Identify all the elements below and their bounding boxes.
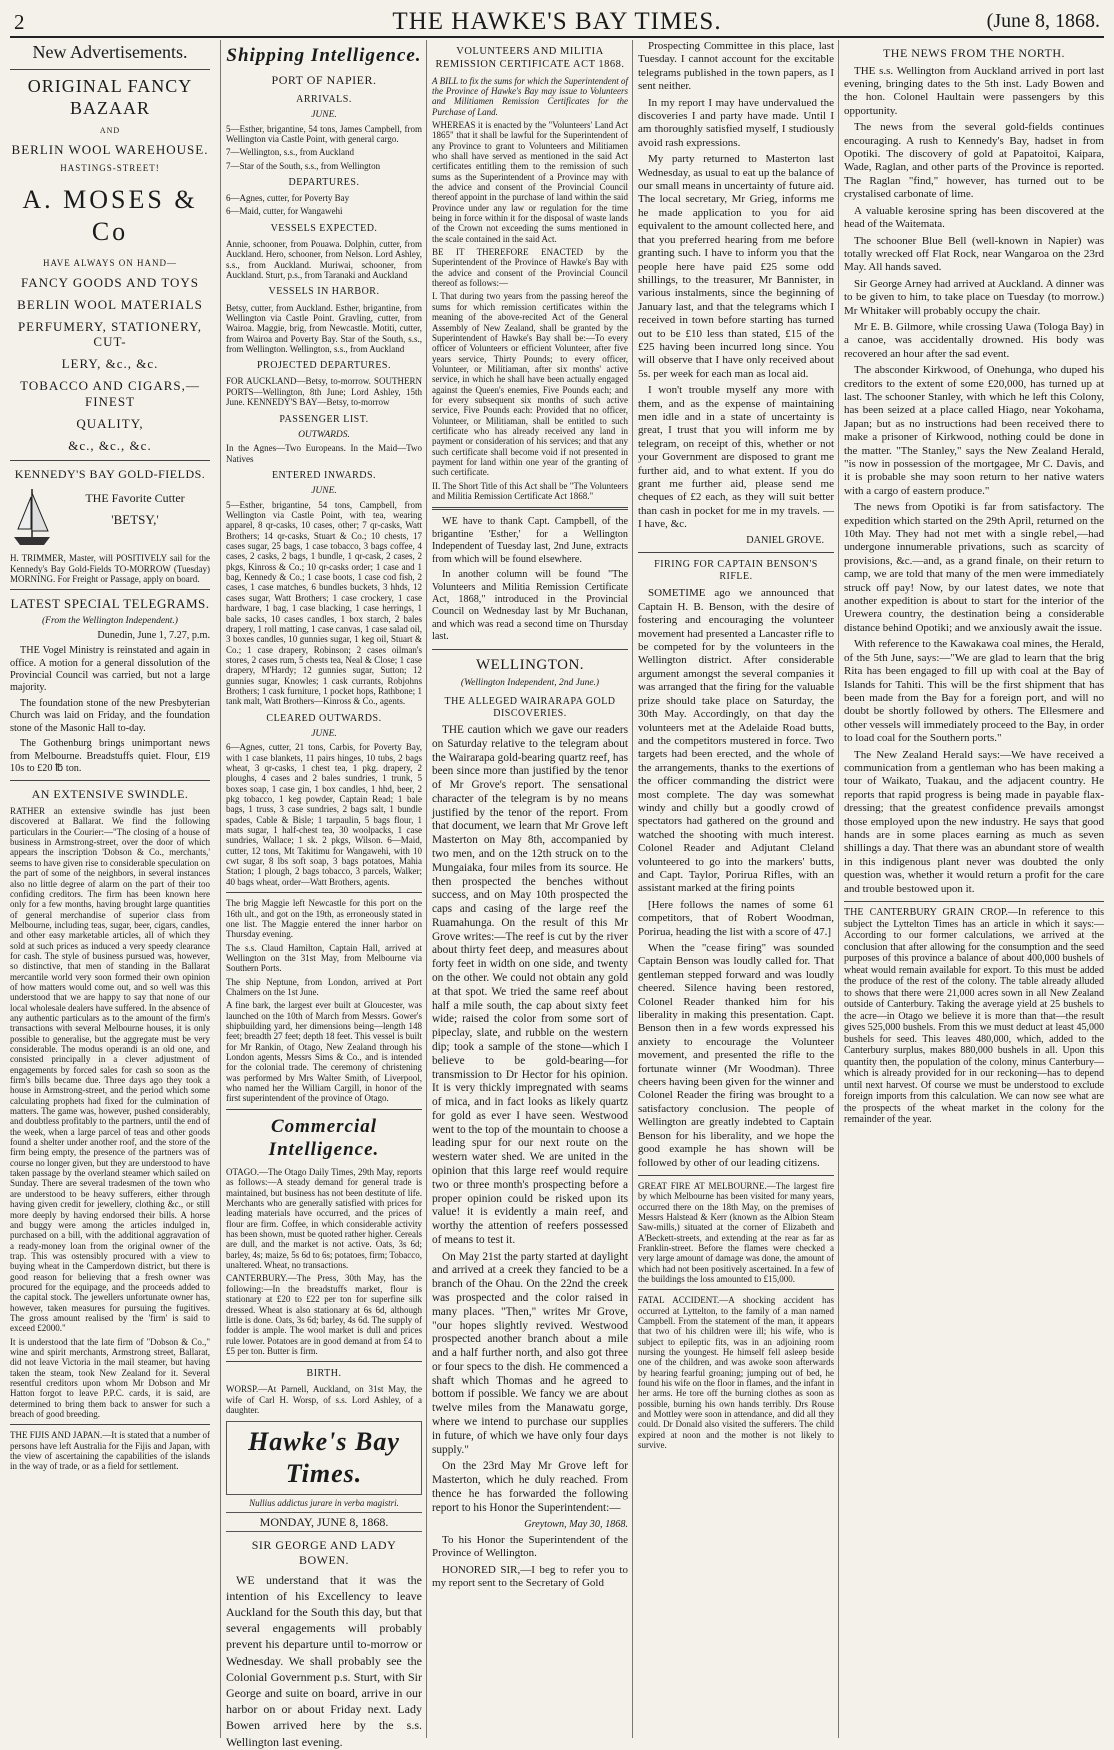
wellington-source: (Wellington Independent, 2nd June.) — [460, 678, 600, 689]
north-paragraph: Sir George Arney had arrived at Auckland. A dinner was to be given to him, to take place on Tuesday (to morrow.) Mr Whitaker will probably occupy the chair. — [844, 277, 1104, 317]
telegrams-dateline: Dunedin, June 1, 7.27, p.m. — [97, 629, 210, 641]
ad-line: QUALITY, — [76, 415, 144, 431]
paper-nameplate: Hawke's Bay Times. — [226, 1421, 422, 1494]
north-paragraph: The absconder Kirkwood, of Onehunga, who duped his creditors to the extent of some £20,000, has turned up at last. The schooner Stanley, with which he left this Colony, has been seized at a place called Hiago, near Yokohama, Japan; but as no instructions had been received there to make a prisoner of Kirkwood, nothing could be done in the matter. "The Stanley," says the New Zealand Herald, "is now in possession of the mortgagee, Mr C. Davis, and it is probable she may soon return to her native waters with a cargo of eastern produce." — [844, 364, 1104, 497]
divider — [638, 1289, 834, 1290]
bowen-paragraph: WE understand that it was the intention of his Excellency to leave Auckland for the South this day, but that several engagements will probably prevent his departure until to-morrow or Wednesday. We shall probably see the Colonial Government p.s. Sturt, with Sir George and suite on board, arrive in our harbor on or about Friday next. Lady Bowen arrived here by the s.s. Wellington last evening. — [226, 1572, 422, 1749]
ad-line: ORIGINAL FANCY BAZAAR — [27, 75, 193, 118]
north-paragraph: With reference to the Kawakawa coal mines, the Herald, of the 5th June, says:—"We are glad to learn that the brig Rita has been engaged to fill up with coal at the Bay of Islands for Tahiti. This will be the first shipment that has been made from the Bay for a foreign port, and will no doubt be shortly followed by others. The Ellesmere and other vessels will immediately proceed to the Bay, in order to load coal for the Southern ports." — [844, 638, 1104, 745]
newspaper-title: THE HAWKE'S BAY TIMES. — [392, 8, 722, 35]
ad-line: HASTINGS-STREET! — [60, 163, 160, 174]
north-paragraph: Mr E. B. Gilmore, while crossing Uawa (Tologa Bay) in a canoe, was accidentally drowned. His body was recovered an hour after the sad event. — [844, 320, 1104, 360]
act-paragraph: I. That during two years from the passing hereof the sums for which remission certificates within the meaning of the above-recited Act of the General Assembly of New Zealand, shall be granted by the Superintendent of Hawke's Bay shall be:—To every officer of Volunteers or efficient Volunteer, after five years service, Thirty Pounds; to every officer, Volunteer, or Militiaman, after six months' active service, in which he shall have been actually engaged against the Queen's enemies, Five Pounds each; and for every subsequent six months of such active service, Five Pounds each: Provided that no officer, Volunteer, or Militiaman, shall be entitled to such certificate who has already received any land in payment or consideration of his services; and that any such certificate shall become void if not presented in payment for land within one year of the granting of such certificate. — [432, 291, 628, 478]
expected-entries: Annie, schooner, from Pouawa. Dolphin, cutter, from Auckland. Hero, schooner, from Nelson. Lord Ashley, s.s., from Auckland. Muriwai, schooner, from Auckland. Sturt, p.s., from Taranaki and Auckland — [226, 239, 422, 281]
column-5 — [838, 40, 1109, 1738]
telegram-paragraph: The Gothenburg brings unimportant news from Melbourne. Breadstuffs quiet. Flour, £19 10s to £20 ℔ ton. — [10, 738, 210, 775]
wellington-paragraph: On May 21st the party started at daylight and arrived at a creek they fancied to be a branch of the Ohau. On the 22nd the creek was prospected and the color raised in many places. "Then," writes Mr Grove, "our hopes slightly revived. Westwood prospected another branch about a mile and a half further north, and also got three or four specs to the dish. He commenced a shaft which Thomas and he agreed to bottom if possible. We fancy we are about twelve miles from the Manawatu gorge, where we intend to purchase our supplies in future, of which we have only four days supply." — [432, 1250, 628, 1456]
projected-entries: FOR AUCKLAND—Betsy, to-morrow. SOUTHERN PORTS—Wellington, 8th June; Lord Ashley, 15th June. KENNEDY'S BAY—Betsy, to-morrow — [226, 376, 422, 408]
divider — [638, 552, 834, 553]
commercial-paragraph: CANTERBURY.—The Press, 30th May, has the following:—In the breadstuffs market, flour is stationary at £20 to £22 per ton for superfine silk dressed. Wheat is also stationary at 6s 6d, although little is done. Oats, 3s 6d; barley, 4s 6d. The supply of fodder is ample. The wool market is dull and prices rule lower. Potatoes are in good demand at from £4 to £5 per ton. Butter is firm. — [226, 1273, 422, 1356]
rifle-heading: FIRING FOR CAPTAIN BENSON'S RIFLE. — [654, 559, 818, 583]
month-label: JUNE. — [311, 109, 337, 120]
harbor-entries: Betsy, cutter, from Auckland. Esther, brigantine, from Wellington via Castle Point. Gravling, cutter, from Wairoa. Maggie, brig, from Newcastle. Motiti, cutter, from Wairoa and Poverty Bay. Star of the South, s.s., from Wellington. Wellington, s.s., from Auckland — [226, 302, 422, 354]
swindle-paragraph: It is understood that the late firm of "Dobson & Co.," wine and spirit merchants, Armstrong street, Ballarat, did not leave Victoria in the mail steamer, but having taken the steam, took New Zealand for it. Several resentful creditors upon whom Mr Dobson and Mr Hatton forgot to leave P.P.C. cards, it is said, are determined to bring them back to answer for such a breach of good breeding. — [10, 1336, 210, 1420]
shipping-note: The ship Neptune, from London, arrived at Port Chalmers on the 1st June. — [226, 976, 422, 997]
divider — [10, 780, 210, 781]
column-1 — [10, 40, 215, 1738]
arrival-entry: 5—Esther, brigantine, 54 tons, James Campbell, from Wellington via Castle Point, with general cargo. — [226, 123, 422, 144]
telegram-paragraph: The foundation stone of the new Presbyterian Church was laid on Friday, and the foundation stone of the Masonic Hall to-day. — [10, 697, 210, 734]
ad-line: AND — [99, 125, 121, 135]
moses-advertisement — [10, 76, 210, 454]
bowen-heading: SIR GEORGE AND LADY BOWEN. — [251, 1538, 397, 1568]
grain-paragraph: THE CANTERBURY GRAIN CROP.—In reference to this subject the Lyttelton Times has an article in which it says:—According to our former calculations, we arrived at the conclusion that after allowing for the consumption and the seed purposes of this province a balance of about 400,000 bushels of wheat would remain available for export. To this must be added the produce of the rest of the colony. The table already alluded to shows that there were 21,000 acres sown in all New Zealand outside of Canterbury. Taking the average yield at 25 bushels to the acre—in Otago we believe it is more than that—the result gives 525,000 bushels. From this we must deduct at least 45,000 bushels for seed. This leaves 480,000, which, added to the Canterbury surplus, makes 880,000 bushels in all. Upon this quantity then, the population of the colony, minus Canterbury—which is already provided for in our reckoning—has to depend until next harvest. Of course we must be understood to exclude foreign imports from this calculation. We can now see what are the prospects of the wheat market in the colony for the remainder of the year. — [844, 907, 1104, 1125]
act-heading: VOLUNTEERS AND MILITIA REMISSION CERTIFICATE ACT 1868. — [435, 46, 625, 70]
cutter-notice: H. TRIMMER, Master, will POSITIVELY sail for the Kennedy's Bay Gold-Fields TO-MORROW (Tuesday) MORNING. For Freight or Passage, apply on board. — [10, 553, 210, 584]
arrivals-heading: ARRIVALS. — [296, 93, 352, 105]
divider — [10, 589, 210, 590]
cutter-name: 'BETSY,' — [111, 511, 159, 527]
paper-issue-date: MONDAY, JUNE 8, 1868. — [226, 1512, 422, 1533]
ad-line: BERLIN WOOL WAREHOUSE. — [11, 141, 209, 157]
page-number: 2 — [14, 10, 25, 34]
expected-heading: VESSELS EXPECTED. — [270, 222, 378, 234]
ad-line: FANCY GOODS AND TOYS — [20, 274, 200, 290]
cleared-entries: 6—Agnes, cutter, 21 tons, Carbis, for Poverty Bay, with 1 case blankets, 11 pairs hinges, 10 tubs, 2 bags wheat, 3 qr-casks, 1 chest tea, 1 pkg. drapery, 2 ploughs, 4 cases and 2 bales sundries, 1 trunk, 5 boxes soap, 1 case gin, 1 box candles, 1 hhd, beer, 2 pkg tobacco, 1 keg powder, Captain Read; 1 bale bags, 1 truss, 3 case sundries, 2 bags salt, 1 bundle spades, Cable & Bisle; 1 tarpaulin, 5 bags flour, 1 mats sugar, 1 half-chest tea, 30 woolpacks, 1 case sundries, Wallace; 1 sk. 2 pkgs, Wilson. 6—Maid, cutter, 12 tons, Mt Takitimu for Wangawehi, with 10 cwt sugar, 8 lbs soft soap, 3 bags potatoes, Mahia Station; 1 plough, 2 bags tobacco, 3 parcels, Walker; 40 bags wheat, order—Watt Brothers, agents. — [226, 742, 422, 887]
ad-line: PERFUMERY, STATIONERY, CUT- — [17, 318, 203, 350]
act-paragraph: II. The Short Title of this Act shall be "The Volunteers and Militia Remission Certificate Act 1868." — [432, 480, 628, 501]
birth-heading: BIRTH. — [306, 1368, 342, 1380]
swindle-paragraph: RATHER an extensive swindle has just been discovered at Ballarat. We find the following particulars in the Courier:—"The closing of a house of business in Armstrong-street, over the door of which appears the inscription 'Dobson & Co., merchants,' seems to have given rise to considerable speculation on the part of some of the neighbors, in several instances also no little degree of alarm on the part of their too confiding creditors. The firm has been known here only for a few months, having brought large quantities of general merchandise of superior class from Melbourne, including teas, sugar, beer, cigars, candles, and other easy marketable articles, all of which they sold at such prices as induced a very speedy clearance for cash. The style of business pursued was, however, so distinctive, that men of standing in the Ballarat mercantile world very soon formed their own opinion of how matters would come out, and so well was this understood that we are happy to say that none of our local wholesale dealers have suffered. In the absence of any authentic particulars as to the amount of the firm's transactions with several Melbourne houses, it is only possible to generalise, but the aggregate must be very considerable. The modus operandi is an old one, and consisted principally in a clever adjustment of engagements by forced sales for cash so soon as the firm's bills became due. Three days ago they took a house in Armstrong-street, and the period which some calculating prophets had fixed for the culmination of matters. The game was, however, pushed considerably, and doubtless profitably to the partners, until the end of the week, when a large parcel of teas and other goods found a shelter under another roof, and the store of the firm being empty, the presence of the partners was of course no longer given, but they are understood to have taken passage by the overland steamer which sailed on Sunday. There are several tradesmen of the town who are understood to be heavy sufferers, either through having given credit for jewellery, clothing &c., or still more deeply by having endorsed their bills. A horse and buggy were among the articles indulged in, purchased on a bill, with the additional aggravation of a ready-money loan from the original owner of the trap. This was ostensibly procured with a view to buying wheat in the Camperdown district, but there is good reason for believing that a fresh owner was procured for the equipage, and the proceeds added to the capital stock. The jewellers unfortunate owner has, however, taken measures for pursuing the fugitives. The gross amount realised by the 'firm' is said to exceed £2000." — [10, 806, 210, 1334]
letter-opening: HONORED SIR,—I beg to refer you to my report sent to the Secretary of Gold — [432, 1563, 628, 1590]
divider — [10, 1424, 210, 1425]
ad-line: HAVE ALWAYS ON HAND— — [42, 257, 178, 268]
departures-heading: DEPARTURES. — [288, 176, 360, 188]
north-paragraph: A valuable kerosine spring has been discovered at the head of the Waitemata. — [844, 204, 1104, 231]
sailing-ship-icon — [10, 485, 54, 549]
cleared-heading: CLEARED OUTWARDS. — [266, 712, 382, 724]
harbor-heading: VESSELS IN HARBOR. — [268, 286, 380, 298]
grove-signature: DANIEL GROVE. — [746, 534, 824, 546]
thanks-paragraph: In another column will be found "The Volunteers and Militia Remission Certificate Act, 1868," introduced in the Provincial Council on Wednesday last by Mr Buchanan, and which was read a second time on Thursday last. — [432, 569, 628, 643]
wellington-paragraph: THE caution which we gave our readers on Saturday relative to the telegram about the Wairarapa gold-bearing quartz reef, has been since more than justified by the tenor of Mr Grove's report. The sensational character of the telegram is by no means justified by the tenor of the report. From that document, we learn that Mr Grove left Masterton on May 8th, accompanied by two men, and on the 12th struck on to the Mungaiaka, four miles from its source. He then prospected the benches without success, and on May 10th prospected the caps and casing of the large reef the Ruamahunga. On the result of this Mr Grove writes:—The reef is cut by the river about thirty feet deep, and measures about forty feet in width on one side, and twenty on the other. We could not obtain any gold at that spot. We tried the same reef about half a mile south, the cap about sixty feet wide; raised the color from some sort of pipeclay, slate, and rubble on the western dip; took a sample of the stone—which I believe to be gold-bearing—for transmission to Dr Hector for his opinion. It is very thickly impregnated with seams of mica, and in fact looks as likely quartz for gold as ever I have seen. Westwood went to the top of the mountain to choose a leading spur for our next route on the western water shed. We are united in the opinion that this large reef would require two or three month's prospecting before a proper opinion could be risked upon its value! it is evidently a main reef, and worthy the attention of reefers possessed of means to test it. — [432, 723, 628, 1246]
ad-firm-name: A. MOSES & Co — [22, 185, 198, 247]
act-intro: A BILL to fix the sums for which the Superintendent of the Province of Hawke's Bay may issue to Volunteers and Militiamen Remission Certificates for the Purchase of Land. — [432, 75, 628, 117]
commercial-paragraph: OTAGO.—The Otago Daily Times, 29th May, reports as follows:—A steady demand for general trade is maintained, but business has not been destitute of life. Merchants who are generally satisfied with prices for leading materials have occurred, and the prices of flour are firm. Coffee, in which considerable activity has been shown, must be quoted rather higher. Cereals are dull, and the market is not active. Oats, 3s 6d; barley, 4s; maize, 5s 6d to 6s; potatoes, firm; Tobacco, unaltered. Wheat, no transactions. — [226, 1167, 422, 1271]
north-paragraph: The news from Opotiki is far from satisfactory. The expedition which started on the 29th April, returned on the 10th May. They had not met with a single rebel,—had undergone innumerable privations, such as scarcity of provisions, &c.—and, as a grand finale, on their return to camp, we are told that many of the men were immediately struck off pay! Now, by our latest dates, we note that another expedition is about to start for the interior of the Urewera country, the destination being a considerable distance behind Opotiki; and we anxiously await the issue. — [844, 501, 1104, 634]
telegram-paragraph: THE Vogel Ministry is reinstated and again in office. A motion for a general dissolution of the Provincial Council was carried, but not a large majority. — [10, 645, 210, 694]
rifle-paragraph: [Here follows the names of some 61 competitors, that of Robert Woodman, Porirua, heading the list with a score of 47.] — [638, 898, 834, 938]
wellington-paragraph: On the 23rd May Mr Grove left for Masterton, which he duly reached. From thence he has forwarded the following report to his Honor the Superintendent:— — [432, 1460, 628, 1514]
divider — [432, 507, 628, 510]
telegrams-source: (From the Wellington Independent.) — [42, 616, 178, 627]
divider — [226, 1361, 422, 1362]
shipping-note: The brig Maggie left Newcastle for this port on the 16th ult., and got on the 19th, as erroneously stated in one list. The Maggie entered the inner harbor on Thursday evening. — [226, 898, 422, 940]
outwards-label: OUTWARDS. — [298, 429, 350, 440]
column-3 — [426, 40, 633, 1738]
north-news-heading: THE NEWS FROM THE NORTH. — [882, 46, 1066, 60]
departure-entry: 6—Agnes, cutter, for Poverty Bay — [226, 193, 350, 204]
paper-motto: Nullius addictus jurare in verba magistri. — [249, 1497, 399, 1508]
cutter-advertisement — [10, 485, 210, 549]
wellington-heading: WELLINGTON. — [475, 656, 585, 673]
new-advertisements-heading: New Advertisements. — [32, 42, 188, 62]
divider — [432, 649, 628, 650]
cutter-intro: THE Favorite Cutter — [85, 491, 185, 506]
arrival-entry: 7—Wellington, s.s., from Auckland — [226, 147, 355, 158]
divider — [226, 1109, 422, 1110]
rifle-paragraph: SOMETIME ago we announced that Captain H. B. Benson, with the desire of fostering and encouraging the volunteer movement had presented a Lancaster rifle to be competed for by the volunteers in the Wellington district. After considerable argument amongst the several companies it was arranged that the firing for the valuable prize should take place on Saturday, the 30th May. Accordingly, on that day the volunteers met at the Adelaide Road butts, and the competitors mustered in force. Two targets had been erected, and the whole of the arrangements, thanks to the exertions of the officer commanding the district were most complete. The day was somewhat windy and chilly but a goodly crowd of spectators had gathered on the ground and watched the shooting with much interest. Colonel Reader and Adjutant Cleland volunteered to go into the markers' butts, and Capt. Taylor, Porirua Rifles, with an assistant marked at the firing points — [638, 587, 834, 895]
swindle-heading: AN EXTENSIVE SWINDLE. — [31, 787, 189, 802]
divider — [638, 1175, 834, 1176]
shipping-note: The s.s. Claud Hamilton, Captain Hall, arrived at Wellington on the 31st May, from Melbourne via Southern Ports. — [226, 942, 422, 974]
north-paragraph: The schooner Blue Bell (well-known in Napier) was totally wrecked off Flat Rock, near Wangaroa on the 23rd May. All hands saved. — [844, 234, 1104, 274]
rifle-paragraph: When the "cease firing" was sounded Captain Benson was loudly called for. That gentleman stepped forward and was loudly cheered. Silence having been restored, Colonel Reader thanked him for his liberality in making this presentation. Capt. Benson then in a few words expressed his anxiety to encourage the Volunteer movement, and presented the rifle to the fortunate winner (Mr Woodman). Three cheers having been given for the winner and Colonel Reader the firing was brought to a satisfactory conclusion. The people of Wellington are greatly indebted to Captain Benson for his liberality, and we hope the good example he has shown will be followed by other of our leading citizens. — [638, 942, 834, 1169]
entered-heading: ENTERED INWARDS. — [271, 469, 377, 481]
birth-notice: WORSP.—At Parnell, Auckland, on 31st May, the wife of Carl H. Worsp, of s.s. Lord Ashley, of a daughter. — [226, 1384, 422, 1416]
telegrams-heading: LATEST SPECIAL TELEGRAMS. — [10, 596, 210, 612]
fijis-paragraph: THE FIJIS AND JAPAN.—It is stated that a number of persons have left Australia for the Fijis and Japan, with the view of ascertaining the capabilities of the islands in the way of trade, or as a field for settlement. — [10, 1430, 210, 1472]
thanks-paragraph: WE have to thank Capt. Campbell, of the brigantine 'Esther,' for a Wellington Independent of Tuesday last, 2nd June, extracts from which will be found elsewhere. — [432, 516, 628, 565]
column-4 — [632, 40, 839, 1738]
kennedy-heading: KENNEDY'S BAY GOLD-FIELDS. — [14, 466, 206, 481]
masthead — [10, 6, 1104, 38]
passenger-entries: In the Agnes—Two Europeans. In the Maid—Two Natives — [226, 443, 422, 464]
grove-letter-paragraph: My party returned to Masterton last Wednesday, as usual to eat up the balance of our small means in uncertainty of future aid. The local secretary, Mr Grieg, informs me he made application to you for aid equivalent to the amount collected here, and that you preferred hearing from me before granting such. I have to inform you that the people here have paid £25 some odd shillings, to the treasurer, Mr Bannister, in various instalments, since the beginning of January last, and that the telegrams which I received in town before starting has turned out to be £10 less than stated, £15 of the £25 having been incurred long since. You will observe that I have only received about 5s. per week for each man as local aid. — [638, 153, 834, 380]
grove-letter-paragraph: Prospecting Committee in this place, last Tuesday. I cannot account for the excitable telegrams published in the town papers, as I sent neither. — [638, 40, 834, 93]
north-paragraph: The news from the several gold-fields continues encouraging. A rush to Kennedy's Bay, hadset in from Opotiki. The discovery of gold at Papatoitoi, Kaipara, Wade, Raglan, and other parts of the Province is reported. The Raglan "find," however, has turned out to be crystalised carbonate of lime. — [844, 121, 1104, 201]
issue-date: (June 8, 1868. — [986, 10, 1100, 32]
ad-line: &c., &c., &c. — [68, 437, 152, 453]
north-paragraph: The New Zealand Herald says:—We have received a communication from a gentleman who has been making a tour of Waikato, Tuakau, and the adjacent country. He reports that rapid progress is being made in payable flax-dressing; that the greatest confidence prevails amongst those employed upon the new industry. He says that good hands are in some places earning as much as seven shillings a day. That there was an abundant store of wealth in this indigenous plant never was doubted the only question was, whether it would return a profit for the care and trouble bestowed upon it. — [844, 748, 1104, 895]
grove-letter-paragraph: I won't trouble myself any more with them, and as the expense of maintaining men idle and in a state of uncertainty is great, I trust that you will inform me by telegram, on receipt of this, whether or not your Government are disposed to grant me further aid, and to what extent. If you do grant me further aid, please send me cheques of £2 each, as they will suit better than cash in pocket for me in my travels. —I have, &c. — [638, 384, 834, 531]
fire-paragraph: GREAT FIRE AT MELBOURNE.—The largest fire by which Melbourne has been visited for many years, occurred there on the 18th May, on the premises of Messrs Halstead & Kerr (known as the Albion Steam Saw-mills,) situated at the corner of Elizabeth and A'Beckett-streets, and extending at the rear as far as Franklin-street. Before the flames were checked a very large amount of damage was done, the amount of which had not been positively ascertained. In a few of the buildings the loss amounted to £15,000. — [638, 1180, 834, 1284]
port-heading: PORT OF NAPIER. — [271, 73, 377, 88]
act-paragraph: WHEREAS it is enacted by the "Volunteers' Land Act 1865" that it shall be lawful for the Superintendent of any Province to grant to Volunteers and Militiamen who shall have served as mentioned in the said Act certificates entitling them to the remission of such sums as the Superintendent of a Province may with the advice and consent of the Provincial Council thereof appoint in the purchase of land within the said Province under any law or regulation for the time being in force within it for the disposal of waste lands of the Crown not exceeding the sums mentioned in the scale contained in the said Act. — [432, 119, 628, 244]
projected-heading: PROJECTED DEPARTURES. — [257, 360, 391, 372]
divider — [844, 901, 1104, 902]
letter-dateline: Greytown, May 30, 1868. — [524, 1518, 628, 1530]
north-paragraph: THE s.s. Wellington from Auckland arrived in port last evening, bringing dates to the 5th inst. Lady Bowen and the hon. Colonel Haultain were passengers by this opportunity. — [844, 64, 1104, 117]
gold-discoveries-heading: THE ALLEGED WAIRARAPA GOLD DISCOVERIES. — [444, 695, 616, 719]
grove-letter-paragraph: In my report I may have undervalued the discoveries I and party have made. Until I am thoroughly satisfied myself, I studiously avoid rash expressions. — [638, 96, 834, 149]
shipping-note: A fine bark, the largest ever built at Gloucester, was launched on the 10th of March from Messrs. Gower's shipbuilding yard, her dimensions being—length 148 feet; breadth 27 feet; depth 18 feet. This vessel is built for Mr Rankin, of Otago, New Zealand through his London agents, Messrs Sims & Co., and is intended for the colonial trade. The ceremony of christening was performed by Mrs Walter Smith, of Liverpool, who named her the William Cargill, in honor of the first superintendent of the province of Otago. — [226, 1000, 422, 1104]
month-label: JUNE. — [311, 486, 337, 497]
column-2 — [220, 40, 427, 1749]
passenger-heading: PASSENGER LIST. — [279, 413, 369, 425]
departure-entry: 6—Maid, cutter, for Wangawehi — [226, 206, 343, 217]
month-label: JUNE. — [311, 728, 337, 739]
commercial-heading: Commercial Intelligence. — [268, 1115, 380, 1160]
shipping-heading: Shipping Intelligence. — [226, 45, 422, 66]
arrival-entry: 7—Star of the South, s.s., from Wellington — [226, 160, 381, 171]
letter-addressee: To his Honor the Superintendent of the Province of Wellington. — [432, 1533, 628, 1560]
ad-line: BERLIN WOOL MATERIALS — [17, 296, 203, 312]
ad-line: TOBACCO AND CIGARS,—FINEST — [20, 378, 200, 409]
divider — [10, 69, 210, 70]
entered-entries: 5—Esther, brigantine, 54 tons, Campbell, from Wellington via Castle Point, with tea, wearing apparel, 8 qr-casks, 10 cases, other; 7 qr-casks, Watt Brothers; 14 qr-casks, Stuart & Co.; 10 chests, 17 cases sugar, 25 bags, 1 case tobacco, 3 bags coffee, 4 cases, 2 casks, 2 bags, 1 bundle, 1 qr-cask, 2 cases, 2 pkgs, Kinross & Co.; 10 qr-casks order; 1 case and 1 bag, Kennedy & Co.; 1 case boots, 1 case cod fish, 2 cases, 1 case matches, 6 bundles buckets, 3 hhds, 12 cases sugar, Watt Brothers; 1 case crockery, 1 case hardware, 1 bag, 1 case blacking, 1 case herrings, 1 bale sacks, 10 cases candles, 1 box starch, 2 bales drapery, 1 roll matting, 1 case canvas, 1 case salad oil, 3 boxes candles, 10 gunnies sugar, 1 keg oil, Stuart & Co.; 1 case drapery, Robinson; 2 cases oilman's stores, 2 cases rum, 5 chests tea, Neal & Close; 1 case drapery, M'Hardy; 12 gunnies sugar, Sutton; 12 gunnies sugar, Knowles; 1 cask currants, Robjohns Brothers; 1 cask furniture, 1 pocket hops, Rathbone; 1 tank malt, Watt Brothers—Kinross & Co., agents. — [226, 499, 422, 707]
ad-line: LERY, &c., &c. — [61, 356, 159, 372]
accident-paragraph: FATAL ACCIDENT.—A shocking accident has occurred at Lyttelton, to the family of a man named Campbell. From the statement of the man, it appears that two of his children were ill; his wife, who is subject to epileptic fits, was in an adjoining room nursing the youngest. He himself fell asleep beside one of the children, and was awoke soon afterwards by hearing fearful groaning; jumping out of bed, he found his wife on the floor in flames, and the infant in her arms. He tore off the burning clothes as soon as possible, burning his own hands terribly. Drs Rouse and Mottley were soon in attendance, and did all they could. Dr Donald also visited the sufferers. The child expired at noon and the mother is not likely to survive. — [638, 1295, 834, 1451]
act-paragraph: BE IT THEREFORE ENACTED by the Superintendent of the Province of Hawke's Bay with the advice and consent of the Provincial Council thereof as follows:— — [432, 247, 628, 289]
divider — [226, 892, 422, 893]
divider — [10, 460, 210, 461]
